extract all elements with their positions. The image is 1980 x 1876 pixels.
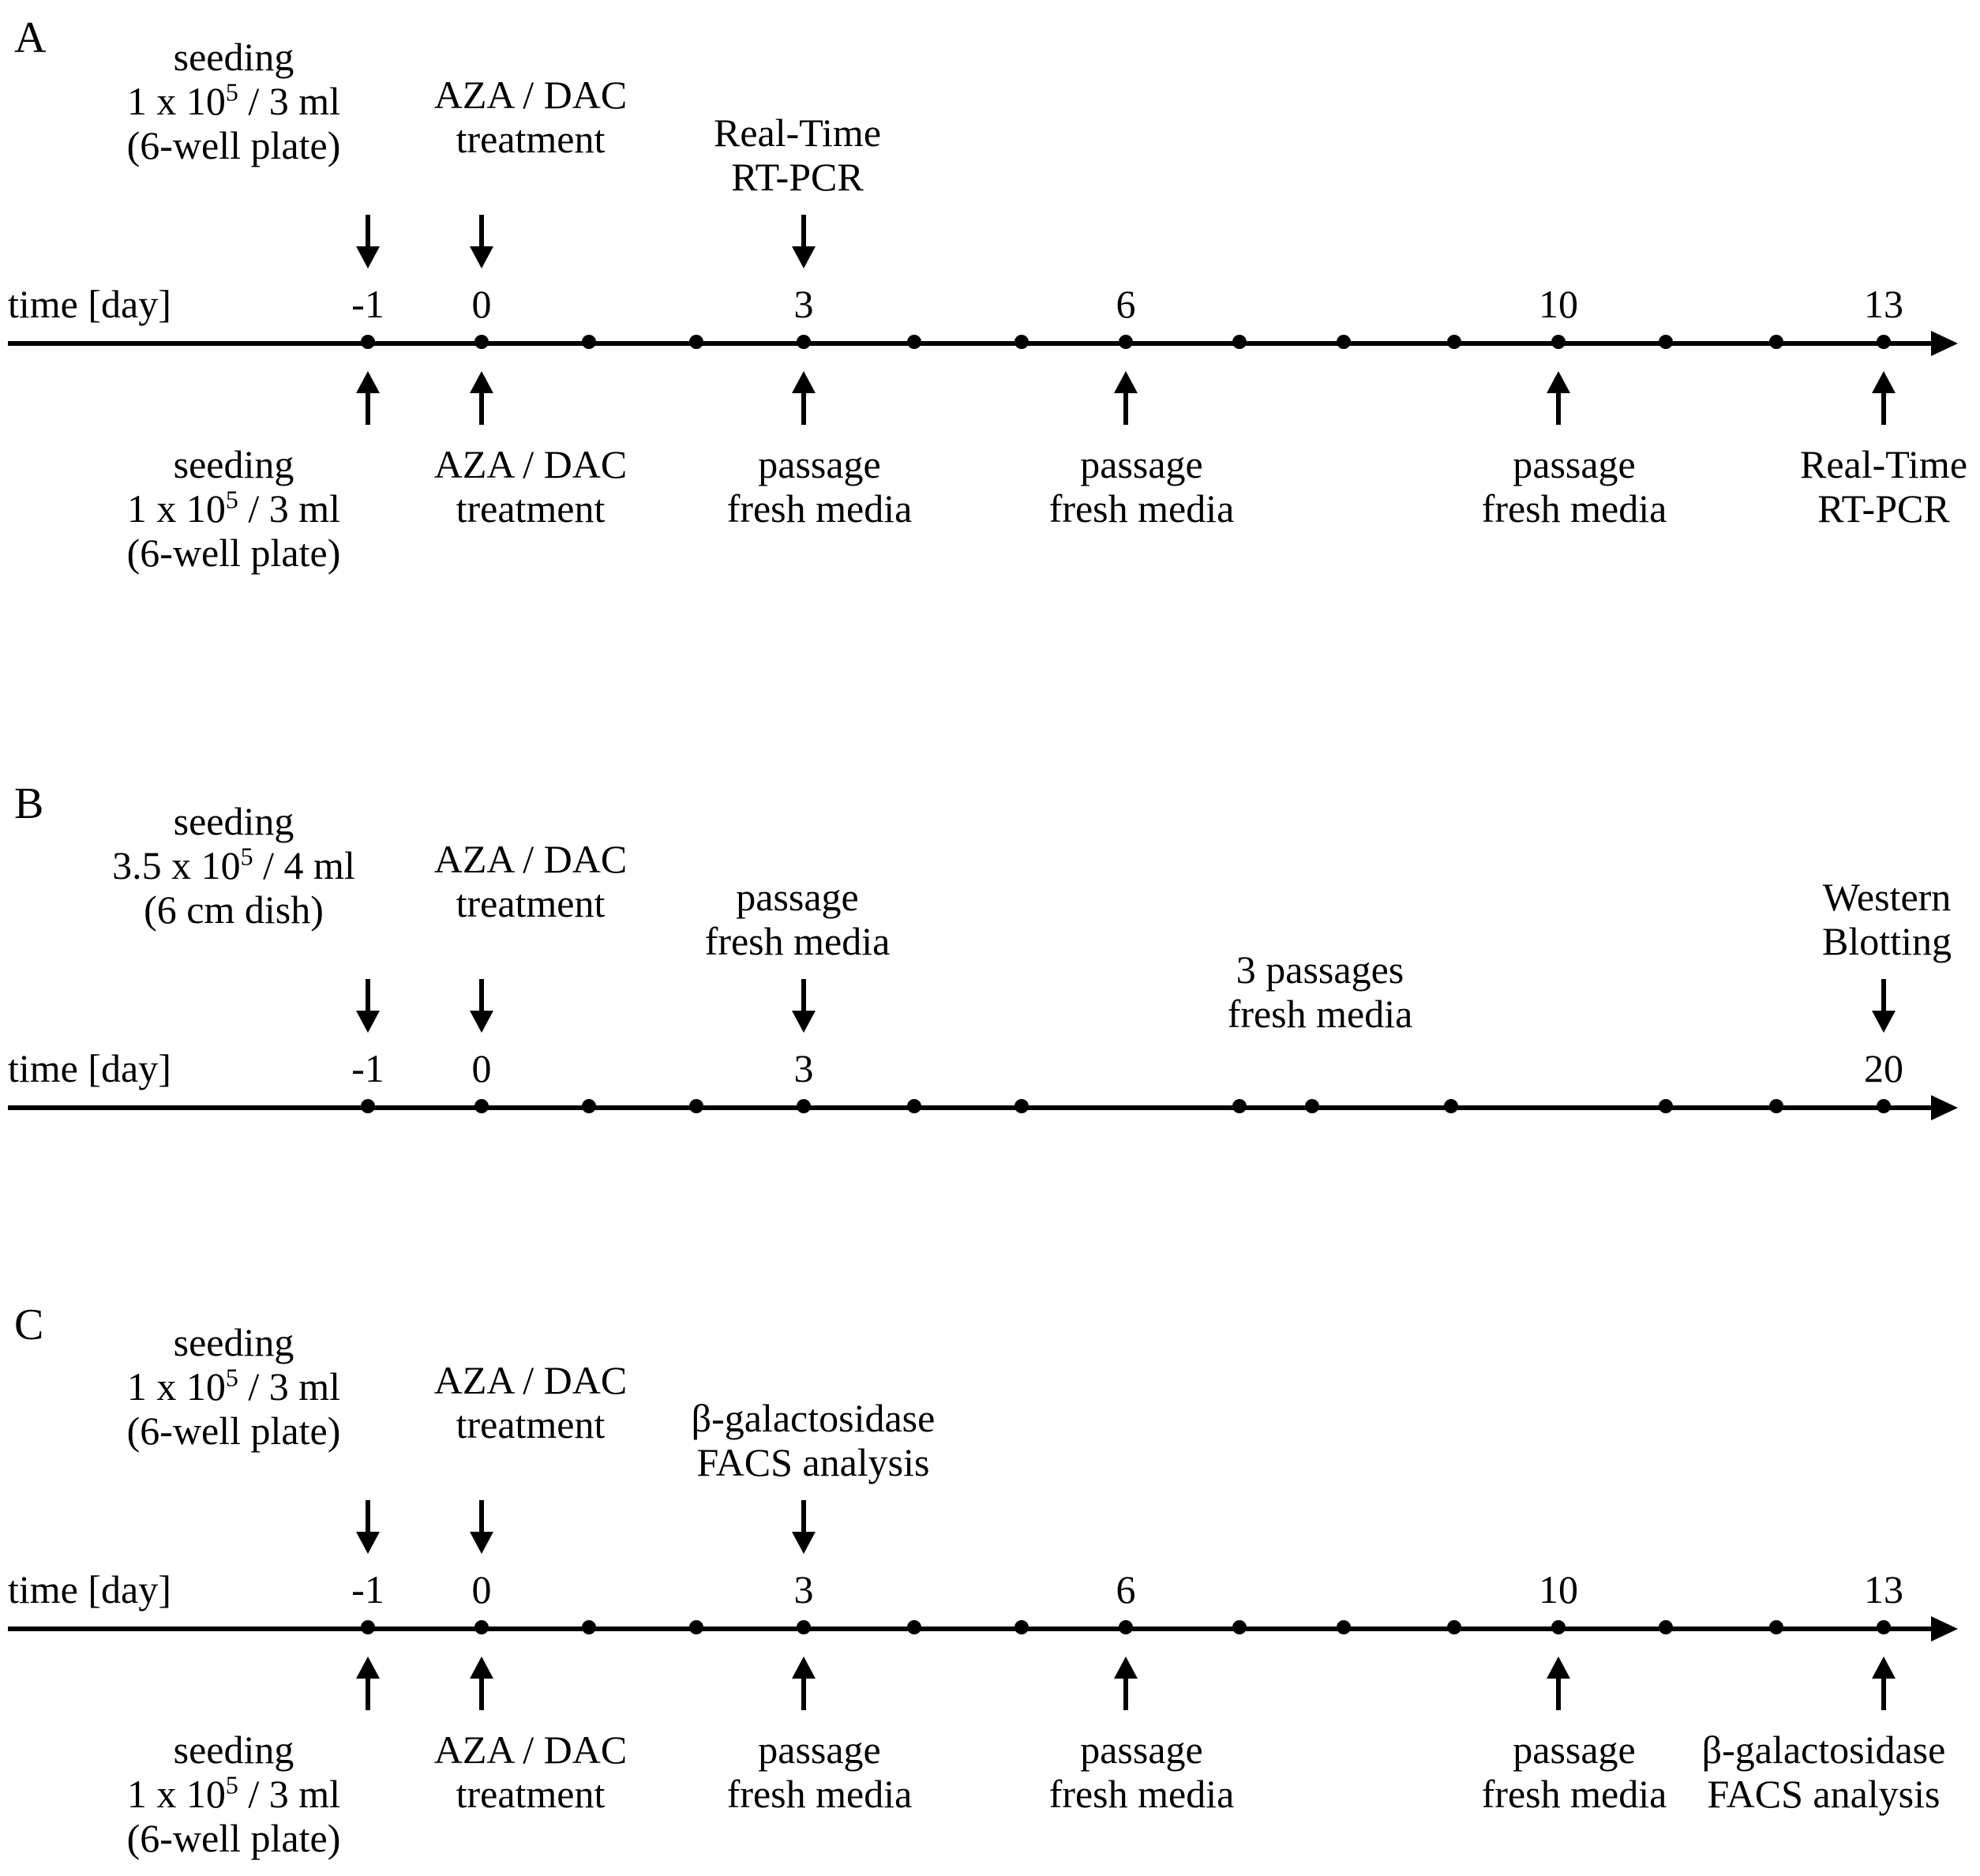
panel-a-note-treatment-above: AZA / DAC treatment bbox=[433, 73, 628, 161]
tick-dot bbox=[1119, 335, 1133, 349]
panel-a-tick-label-10: 10 bbox=[1539, 282, 1578, 326]
panel-a-letter: A bbox=[14, 13, 47, 62]
panel-c-tick-label--1: -1 bbox=[351, 1567, 384, 1611]
panel-b-tick-label-3: 3 bbox=[793, 1046, 814, 1090]
panel-a-tick-label-3: 3 bbox=[793, 282, 814, 326]
panel-b-note-three-passages: 3 passages fresh media bbox=[1227, 947, 1413, 1036]
tick-dot bbox=[797, 335, 811, 349]
tick-dot bbox=[1014, 1620, 1029, 1634]
tick-dot bbox=[361, 1620, 375, 1634]
tick-dot bbox=[1877, 1099, 1891, 1113]
panel-b-axis-label: time [day] bbox=[8, 1046, 171, 1090]
tick-dot bbox=[582, 1099, 596, 1113]
tick-dot bbox=[1659, 1099, 1673, 1113]
tick-dot bbox=[797, 1620, 811, 1634]
panel-c-tick-label-10: 10 bbox=[1539, 1567, 1578, 1611]
panel-b-letter: B bbox=[14, 779, 44, 828]
panel-b-note-passage-3: passage fresh media bbox=[704, 875, 891, 963]
tick-dot bbox=[1877, 335, 1891, 349]
tick-dot bbox=[1014, 335, 1029, 349]
panel-a-tick-label-6: 6 bbox=[1116, 282, 1136, 326]
panel-c-letter: C bbox=[14, 1300, 44, 1349]
tick-dot bbox=[1769, 1620, 1783, 1634]
panel-c-tick-label-3: 3 bbox=[793, 1567, 814, 1611]
panel-c-note-seeding-above: seeding 1 x $10^5 / 3$ ml (6-well plate) bbox=[126, 1320, 341, 1453]
panel-c-note-passage-10: passage fresh media bbox=[1481, 1728, 1667, 1816]
tick-dot bbox=[1659, 335, 1673, 349]
panel-c-note-bgal-below: β-galactosidase FACS analysis bbox=[1701, 1728, 1946, 1816]
panel-c-note-passage-3: passage fresh media bbox=[726, 1728, 913, 1816]
panel-c-note-bgal-above: β-galactosidase FACS analysis bbox=[691, 1396, 936, 1484]
panel-a-note-seeding-above: seeding 1 x $10^5 / 3$ ml (6-well plate) bbox=[126, 35, 341, 167]
tick-dot bbox=[907, 1620, 921, 1634]
tick-dot bbox=[689, 1099, 703, 1113]
panel-b-note-western-blotting: Western Blotting bbox=[1822, 875, 1952, 963]
tick-dot bbox=[474, 1620, 489, 1634]
panel-a-note-passage-3: passage fresh media bbox=[726, 442, 913, 531]
tick-dot bbox=[1447, 335, 1461, 349]
tick-dot bbox=[1337, 1620, 1351, 1634]
panel-a-note-passage-10: passage fresh media bbox=[1481, 442, 1667, 531]
panel-c-note-treatment-below: AZA / DAC treatment bbox=[433, 1728, 628, 1816]
panel-b-timeline-axis bbox=[8, 1105, 1934, 1110]
panel-a-tick-label-13: 13 bbox=[1864, 282, 1903, 326]
panel-a-axis-arrowhead bbox=[1931, 331, 1958, 356]
tick-dot bbox=[1119, 1620, 1133, 1634]
tick-dot bbox=[907, 335, 921, 349]
panel-c-tick-label-0: 0 bbox=[471, 1567, 492, 1611]
tick-dot bbox=[474, 335, 489, 349]
tick-dot bbox=[1444, 1099, 1458, 1113]
tick-dot bbox=[1659, 1620, 1673, 1634]
tick-dot bbox=[797, 1099, 811, 1113]
panel-c-note-treatment-above: AZA / DAC treatment bbox=[433, 1358, 628, 1446]
panel-a-note-passage-6: passage fresh media bbox=[1048, 442, 1235, 531]
tick-dot bbox=[474, 1099, 489, 1113]
tick-dot bbox=[907, 1099, 921, 1113]
tick-dot bbox=[1232, 1099, 1247, 1113]
tick-dot bbox=[689, 335, 703, 349]
panel-b-note-treatment: AZA / DAC treatment bbox=[433, 837, 628, 925]
panel-a bbox=[0, 0, 1980, 616]
tick-dot bbox=[1337, 335, 1351, 349]
panel-b bbox=[0, 758, 1980, 1137]
tick-dot bbox=[582, 335, 596, 349]
panel-c-tick-label-6: 6 bbox=[1116, 1567, 1136, 1611]
panel-c-axis-label: time [day] bbox=[8, 1567, 171, 1611]
tick-dot bbox=[689, 1620, 703, 1634]
tick-dot bbox=[1447, 1620, 1461, 1634]
panel-c-axis-arrowhead bbox=[1931, 1616, 1958, 1642]
tick-dot bbox=[1877, 1620, 1891, 1634]
panel-b-tick-label--1: -1 bbox=[351, 1046, 384, 1090]
tick-dot bbox=[1551, 1620, 1566, 1634]
tick-dot bbox=[1551, 335, 1566, 349]
panel-b-axis-arrowhead bbox=[1931, 1095, 1958, 1120]
tick-dot bbox=[582, 1620, 596, 1634]
panel-a-axis-label: time [day] bbox=[8, 282, 171, 326]
panel-a-note-seeding-below: seeding 1 x $10^5 / 3$ ml (6-well plate) bbox=[126, 442, 341, 575]
tick-dot bbox=[1769, 335, 1783, 349]
panel-a-tick-label-0: 0 bbox=[471, 282, 492, 326]
tick-dot bbox=[1232, 335, 1247, 349]
panel-a-timeline-axis bbox=[8, 341, 1934, 346]
panel-a-note-rtpcr-below: Real-Time RT-PCR bbox=[1799, 442, 1968, 531]
tick-dot bbox=[1014, 1099, 1029, 1113]
panel-c-note-seeding-below: seeding 1 x $10^5 / 3$ ml (6-well plate) bbox=[126, 1728, 341, 1860]
panel-c-note-passage-6: passage fresh media bbox=[1048, 1728, 1235, 1816]
panel-a-tick-label--1: -1 bbox=[351, 282, 384, 326]
panel-b-tick-label-0: 0 bbox=[471, 1046, 492, 1090]
panel-c bbox=[0, 1279, 1980, 1876]
panel-b-tick-label-20: 20 bbox=[1864, 1046, 1903, 1090]
tick-dot bbox=[361, 335, 375, 349]
panel-a-note-treatment-below: AZA / DAC treatment bbox=[433, 442, 628, 531]
tick-dot bbox=[1305, 1099, 1319, 1113]
tick-dot bbox=[1232, 1620, 1247, 1634]
panel-b-note-seeding: seeding 3.5 x $10^5 / 4$ ml (6 cm dish) bbox=[112, 799, 355, 932]
panel-a-note-rtpcr-above: Real-Time RT-PCR bbox=[713, 111, 882, 199]
panel-c-tick-label-13: 13 bbox=[1864, 1567, 1903, 1611]
panel-c-timeline-axis bbox=[8, 1626, 1934, 1631]
tick-dot bbox=[361, 1099, 375, 1113]
tick-dot bbox=[1769, 1099, 1783, 1113]
